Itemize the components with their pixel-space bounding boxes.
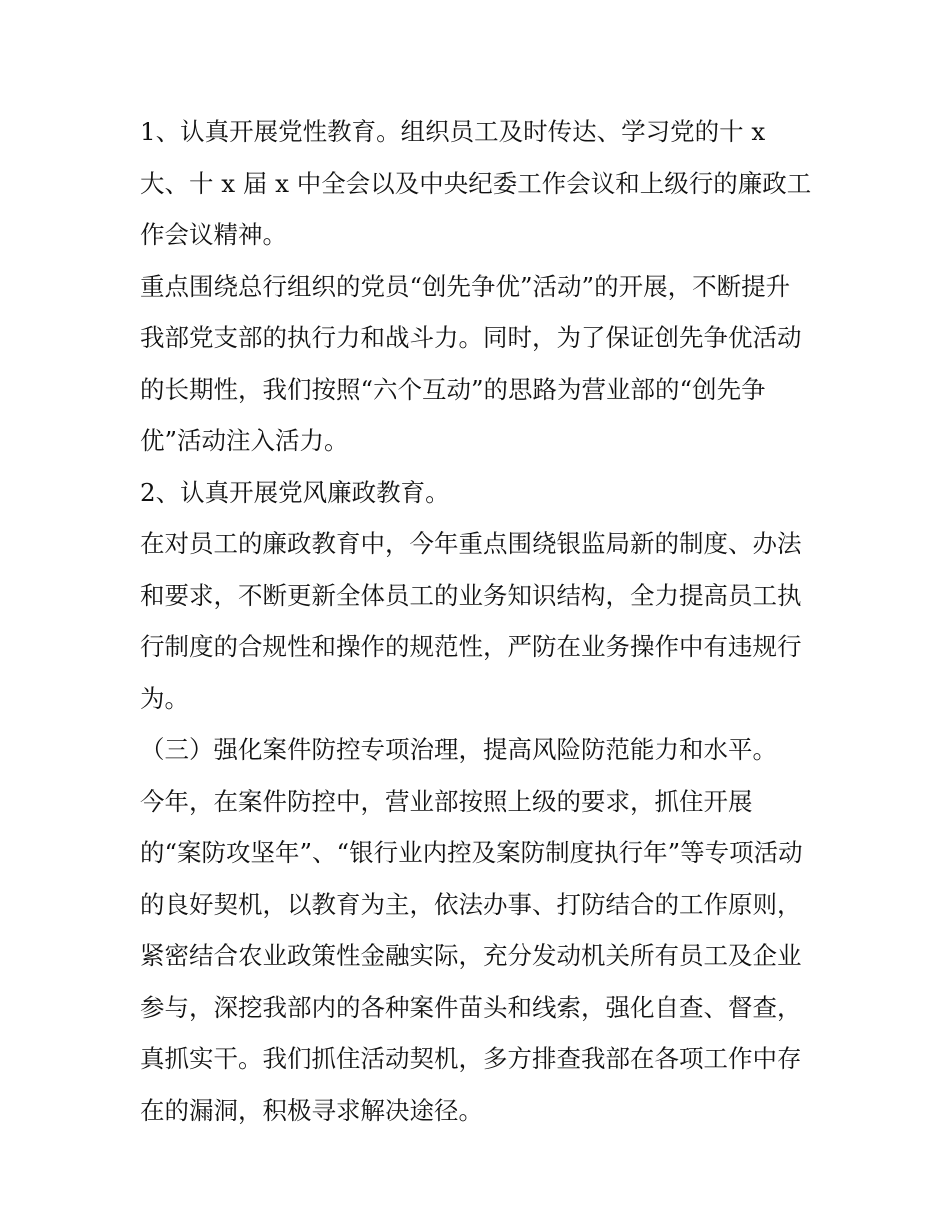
text-line: 在的漏洞，积极寻求解决途径。	[140, 1095, 483, 1125]
text-line: 的“案防攻坚年”、“银行业内控及案防制度执行年”等专项活动	[140, 838, 803, 867]
paragraph-integrity-education	[140, 518, 820, 724]
paragraph-party-education	[140, 106, 820, 261]
text-line: 作会议精神。	[140, 220, 287, 249]
text-line: 今年，在案件防控中，营业部按照上级的要求，抓住开展	[140, 786, 753, 816]
text-line: 为。	[140, 683, 189, 713]
text-line: 和要求，不断更新全体员工的业务知识结构，全力提高员工执	[140, 580, 802, 610]
text-line: （三）强化案件防控专项治理，提高风险防范能力和水平。	[140, 735, 777, 764]
paragraph-excellence-activity	[140, 261, 820, 467]
paragraph-section-three-heading	[140, 724, 820, 776]
text-line: 真抓实干。我们抓住活动契机，多方排查我部在各项工作中存	[140, 1044, 802, 1073]
text-line: 参与，深挖我部内的各种案件苗头和线索，强化自查、督查，	[140, 992, 802, 1022]
paragraph-case-prevention	[140, 776, 820, 1137]
text-line: 紧密结合农业政策性金融实际，充分发动机关所有员工及企业	[140, 941, 802, 970]
text-line: 优”活动注入活力。	[140, 426, 349, 455]
text-line: 的长期性，我们按照“六个互动”的思路为营业部的“创先争	[140, 374, 766, 404]
text-line: 大、十 x 届 x 中全会以及中央纪委工作会议和上级行的廉政工	[140, 168, 812, 198]
paragraph-heading-integrity	[140, 467, 820, 519]
text-line: 重点围绕总行组织的党员“创先争优”活动”的开展，不断提升	[140, 271, 791, 301]
text-line: 的良好契机，以教育为主，依法办事、打防结合的工作原则，	[140, 889, 802, 919]
document-body	[140, 106, 820, 1136]
text-line: 行制度的合规性和操作的规范性，严防在业务操作中有违规行	[140, 632, 802, 661]
text-line: 我部党支部的执行力和战斗力。同时，为了保证创先争优活动	[140, 323, 802, 352]
text-line: 2、认真开展党风廉政教育。	[140, 477, 450, 507]
text-line: 在对员工的廉政教育中，今年重点围绕银监局新的制度、办法	[140, 529, 802, 558]
text-line: 1、认真开展党性教育。组织员工及时传达、学习党的十 x	[140, 117, 766, 146]
